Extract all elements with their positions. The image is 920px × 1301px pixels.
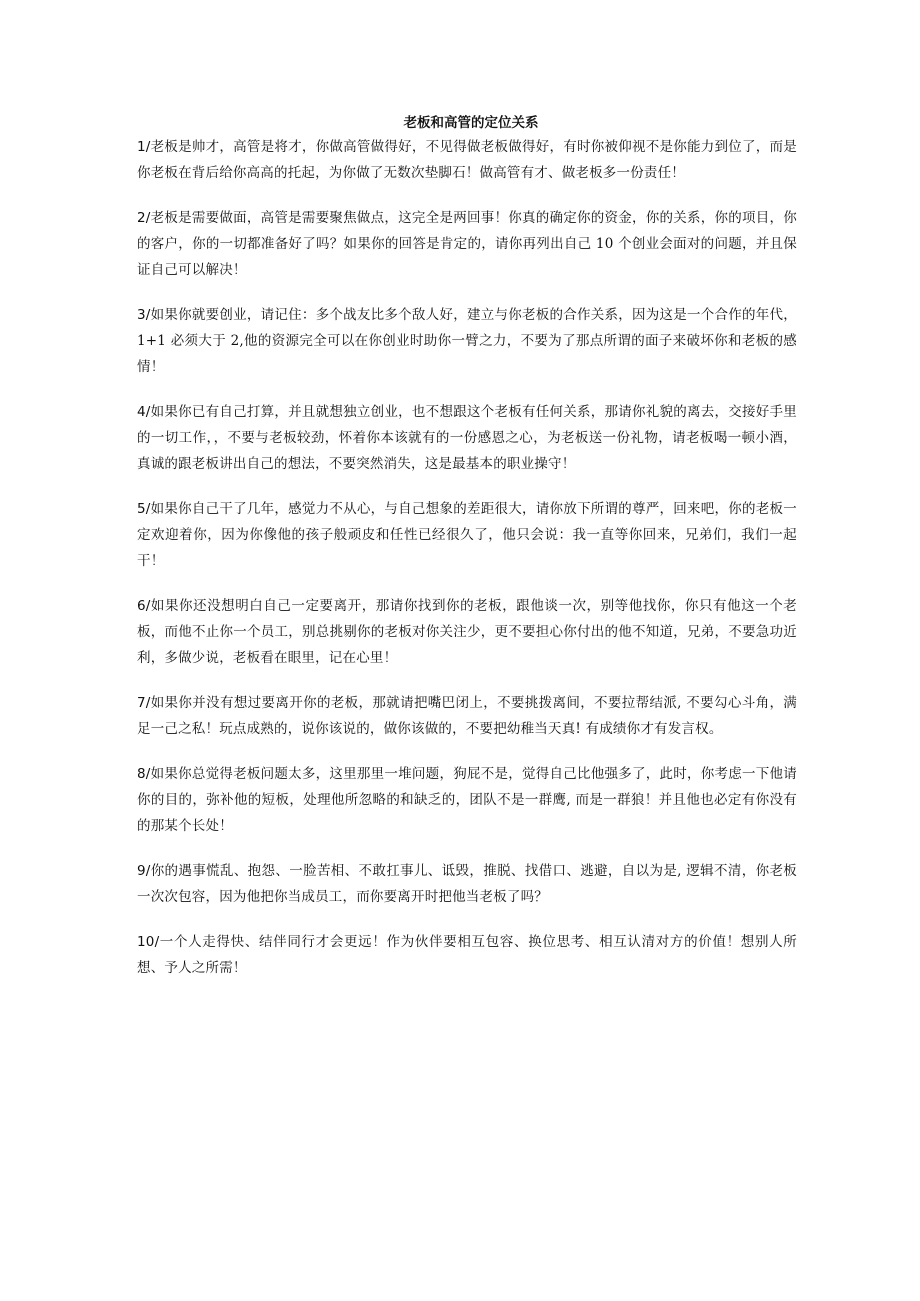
paragraph-number: 5/ (137, 501, 151, 517)
document-title: 老板和高管的定位关系 (403, 115, 539, 131)
paragraph-10 (137, 929, 797, 981)
document-page (137, 112, 797, 1000)
paragraph-6 (137, 593, 797, 671)
paragraph-text: 一个人走得快、结伴同行才会更远！作为伙伴要相互包容、换位思考、相互认清对方的价值！想别人所想、予人之所需！ (137, 934, 797, 976)
paragraph-number: 2/ (137, 210, 151, 226)
paragraph-number: 6/ (137, 598, 151, 614)
paragraph-number: 1/ (137, 139, 151, 155)
paragraph-number: 10/ (137, 934, 160, 950)
paragraph-text: 如果你自己干了几年，感觉力不从心，与自己想象的差距很大，请你放下所谓的尊严，回来吧，你的老板一定欢迎着你，因为你像他的孩子般顽皮和任性已经很久了，他只会说：我一直等你回来，兄弟们，我们一起干！ (137, 501, 797, 569)
paragraph-7 (137, 690, 797, 742)
paragraph-9 (137, 858, 797, 910)
paragraph-4 (137, 399, 797, 477)
paragraph-number: 7/ (137, 695, 151, 711)
paragraph-1 (137, 134, 797, 186)
paragraph-3 (137, 302, 797, 380)
paragraph-text: 老板是帅才，高管是将才，你做高管做得好，不见得做老板做得好，有时你被仰视不是你能力到位了，而是你老板在背后给你高高的托起，为你做了无数次垫脚石！做高管有才、做老板多一份责任！ (137, 139, 797, 181)
paragraph-number: 9/ (137, 863, 151, 879)
paragraph-5 (137, 496, 797, 574)
paragraph-text: 你的遇事慌乱、抱怨、一脸苦相、不敢扛事儿、诋毁，推脱、找借口、逃避，自以为是, 逻辑不清，你老板一次次包容，因为他把你当成员工，而你要离开时把他当老板了吗？ (137, 863, 797, 905)
paragraph-2 (137, 205, 797, 283)
paragraph-text: 如果你就要创业，请记住：多个战友比多个敌人好，建立与你老板的合作关系，因为这是一个合作的年代，1+1 必须大于 2,他的资源完全可以在你创业时助你一臂之力，不要为了那点所谓的面子来破坏你和老板的感情！ (137, 307, 797, 375)
paragraph-text: 如果你还没想明白自己一定要离开，那请你找到你的老板，跟他谈一次，别等他找你，你只有他这一个老板，而他不止你一个员工，别总挑剔你的老板对你关注少，更不要担心你付出的他不知道，兄弟，不要急功近利，多做少说，老板看在眼里，记在心里！ (137, 598, 797, 666)
paragraph-number: 4/ (137, 404, 151, 420)
paragraph-number: 3/ (137, 307, 151, 323)
paragraph-8 (137, 761, 797, 839)
paragraph-number: 8/ (137, 766, 151, 782)
paragraph-text: 如果你并没有想过要离开你的老板，那就请把嘴巴闭上，不要挑拨离间，不要拉帮结派, 不要勾心斗角，满足一己之私！玩点成熟的，说你该说的，做你该做的，不要把幼稚当天真! 有成绩你才有发言权。 (137, 695, 797, 737)
paragraph-text: 如果你总觉得老板问题太多，这里那里一堆问题，狗屁不是，觉得自己比他强多了，此时，你考虑一下他请你的目的，弥补他的短板，处理他所忽略的和缺乏的，团队不是一群鹰, 而是一群狼！并且他也必定有你没有的那某个长处！ (137, 766, 797, 834)
paragraph-text: 如果你已有自己打算，并且就想独立创业，也不想跟这个老板有任何关系，那请你礼貌的离去，交接好手里的一切工作，，不要与老板较劲，怀着你本该就有的一份感恩之心，为老板送一份礼物，请老板喝一顿小酒，真诚的跟老板讲出自己的想法，不要突然消失，这是最基本的职业操守！ (137, 404, 797, 472)
paragraph-text: 老板是需要做面，高管是需要聚焦做点，这完全是两回事！你真的确定你的资金，你的关系，你的项目，你的客户，你的一切都准备好了吗？如果你的回答是肯定的，请你再列出自己 10 个创业会面对的问题，并且保证自己可以解决！ (137, 210, 797, 278)
